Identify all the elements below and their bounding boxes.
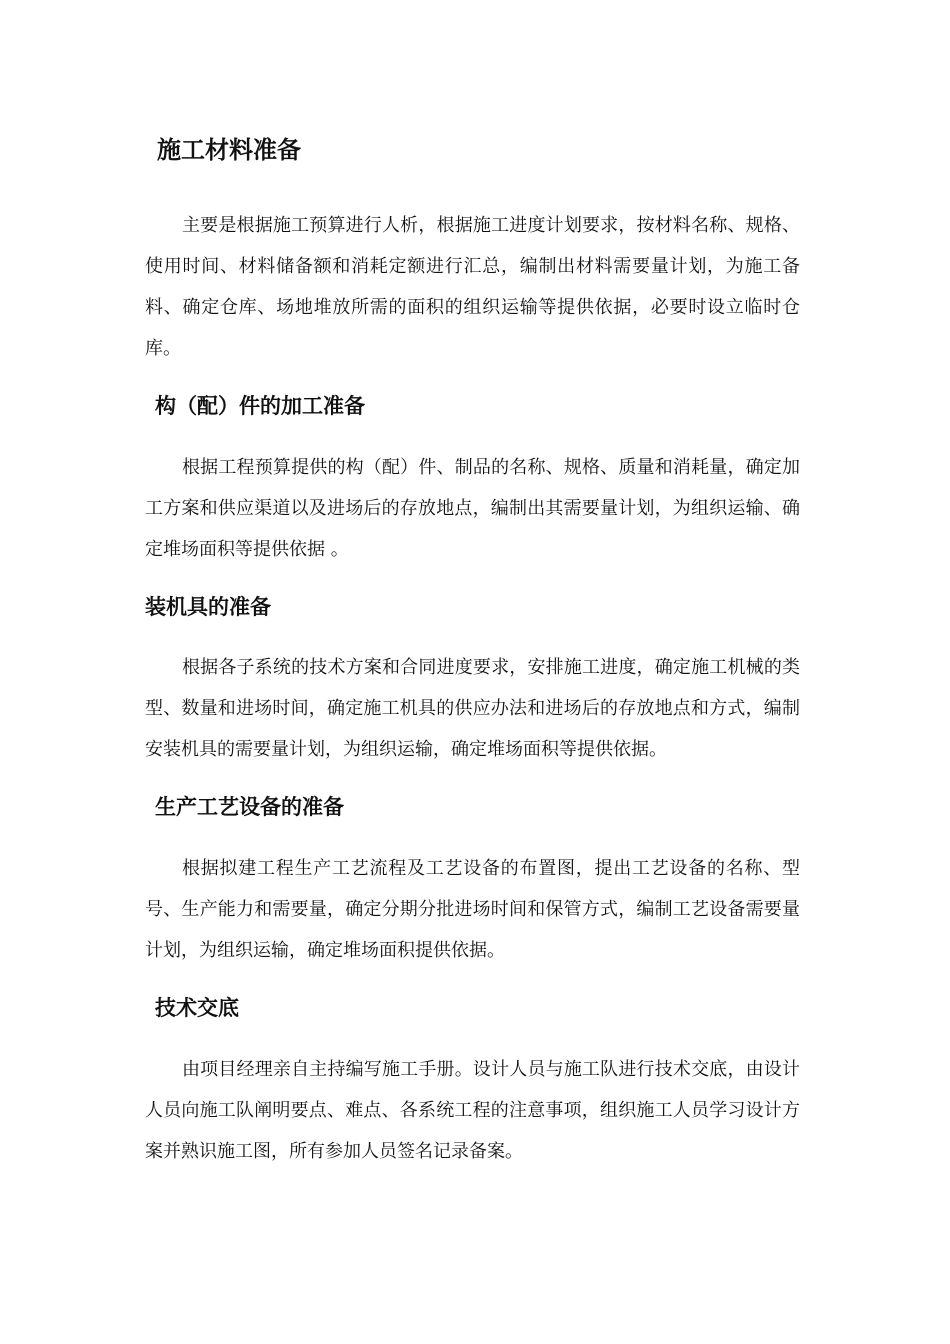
section-body-equipment: 根据各子系统的技术方案和合同进度要求，安排施工进度，确定施工机械的类型、数量和进场时间，确定施工机具的供应办法和进场后的存放地点和方式，编制安装机具的需要量计划，为组织运输，确定堆场面积等提供依据。 bbox=[145, 657, 800, 760]
section-body-materials: 主要是根据施工预算进行人析，根据施工进度计划要求，按材料名称、规格、使用时间、材料储备额和消耗定额进行汇总，编制出材料需要量计划，为施工备料、确定仓库、场地堆放所需的面积的组织运输等提供依据，必要时设立临时仓库。 bbox=[145, 215, 800, 359]
section-heading-components: 构（配）件的加工准备 bbox=[155, 394, 365, 418]
section-heading-technical-briefing: 技术交底 bbox=[155, 996, 239, 1020]
section-body-technical-briefing: 由项目经理亲自主持编写施工手册。设计人员与施工队进行技术交底，由设计人员向施工队阐明要点、难点、各系统工程的注意事项，组织施工人员学习设计方案并熟识施工图，所有参加人员签名记录备案。 bbox=[145, 1059, 800, 1162]
section-heading-materials: 施工材料准备 bbox=[157, 136, 301, 164]
section-heading-equipment: 装机具的准备 bbox=[145, 595, 271, 619]
section-body-components: 根据工程预算提供的构（配）件、制品的名称、规格、质量和消耗量，确定加工方案和供应渠道以及进场后的存放地点，编制出其需要量计划，为组织运输、确定堆场面积等提供依据 。 bbox=[145, 457, 800, 560]
section-heading-process-equipment: 生产工艺设备的准备 bbox=[155, 795, 344, 819]
section-body-process-equipment: 根据拟建工程生产工艺流程及工艺设备的布置图，提出工艺设备的名称、型号、生产能力和需要量，确定分期分批进场时间和保管方式，编制工艺设备需要量计划，为组织运输，确定堆场面积提供依据。 bbox=[145, 858, 800, 961]
